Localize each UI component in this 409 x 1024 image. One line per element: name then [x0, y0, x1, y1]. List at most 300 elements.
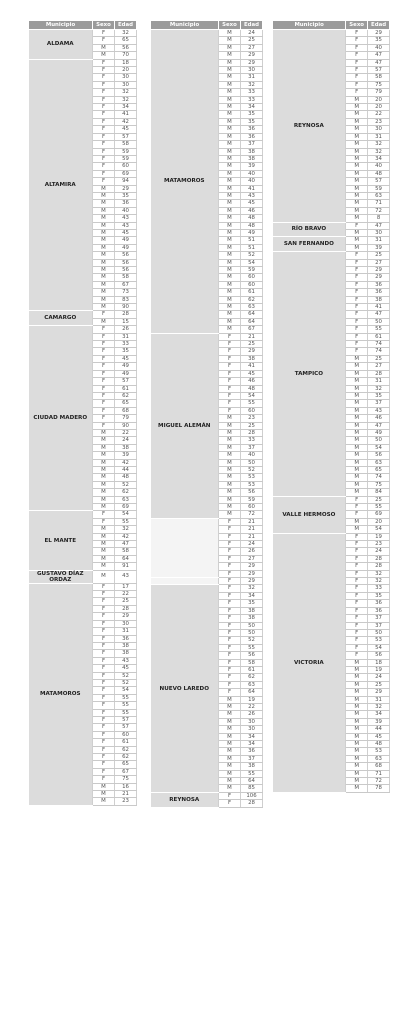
edad-cell: 60	[241, 407, 263, 414]
edad-cell: 22	[241, 703, 263, 710]
edad-cell: 33	[368, 585, 390, 592]
table-row	[29, 326, 137, 333]
edad-cell: 23	[368, 118, 390, 125]
edad-cell: 52	[241, 252, 263, 259]
sexo-cell: M	[219, 489, 241, 496]
edad-cell: 25	[368, 252, 390, 259]
edad-cell: 52	[115, 679, 137, 686]
sexo-cell: M	[346, 444, 368, 451]
sexo-cell: F	[346, 304, 368, 311]
municipio-cell: REYNOSA	[151, 792, 219, 807]
edad-cell: 37	[241, 141, 263, 148]
sexo-cell: M	[219, 59, 241, 66]
sexo-cell: M	[93, 496, 115, 503]
sexo-cell: M	[219, 207, 241, 214]
edad-cell: 34	[115, 104, 137, 111]
edad-cell: 56	[368, 452, 390, 459]
edad-cell: 31	[368, 237, 390, 244]
sexo-cell: F	[346, 637, 368, 644]
edad-cell: 41	[368, 304, 390, 311]
sexo-cell: M	[93, 207, 115, 214]
sexo-cell: M	[219, 267, 241, 274]
edad-cell: 27	[368, 363, 390, 370]
edad-cell: 36	[115, 200, 137, 207]
municipio-cell: MATAMOROS	[29, 583, 93, 805]
edad-cell: 67	[115, 281, 137, 288]
sexo-cell: M	[219, 696, 241, 703]
sexo-cell: F	[219, 341, 241, 348]
sexo-cell: F	[346, 252, 368, 259]
sexo-cell: F	[93, 598, 115, 605]
sexo-cell: M	[346, 674, 368, 681]
sexo-cell: F	[93, 761, 115, 768]
edad-cell: 32	[368, 578, 390, 585]
sexo-cell: M	[346, 378, 368, 385]
edad-cell: 64	[241, 318, 263, 325]
sexo-cell: F	[219, 400, 241, 407]
sexo-cell: M	[219, 703, 241, 710]
table-body	[29, 30, 137, 806]
edad-cell: 65	[115, 761, 137, 768]
edad-cell: 69	[115, 170, 137, 177]
edad-cell: 52	[241, 637, 263, 644]
sexo-cell: F	[93, 348, 115, 355]
edad-cell: 54	[368, 644, 390, 651]
sexo-cell: F	[219, 570, 241, 577]
sexo-cell: M	[219, 67, 241, 74]
sexo-cell: F	[346, 44, 368, 51]
edad-cell: 74	[368, 341, 390, 348]
edad-cell: 39	[115, 452, 137, 459]
edad-cell: 20	[368, 96, 390, 103]
sexo-cell: F	[93, 178, 115, 185]
edad-cell: 46	[241, 207, 263, 214]
edad-cell: 35	[368, 37, 390, 44]
sexo-cell: M	[219, 718, 241, 725]
sexo-cell: M	[346, 244, 368, 251]
edad-cell: 53	[368, 637, 390, 644]
sexo-cell: M	[346, 703, 368, 710]
edad-cell: 63	[368, 755, 390, 762]
municipio-cell: SAN FERNANDO	[273, 237, 346, 252]
sexo-cell: F	[93, 650, 115, 657]
edad-cell: 62	[115, 392, 137, 399]
sexo-cell: M	[93, 798, 115, 805]
edad-cell: 53	[368, 748, 390, 755]
sexo-cell: M	[346, 415, 368, 422]
edad-cell: 30	[115, 74, 137, 81]
edad-cell: 25	[241, 37, 263, 44]
edad-cell: 55	[241, 644, 263, 651]
sexo-cell: M	[346, 452, 368, 459]
sexo-cell: F	[346, 281, 368, 288]
edad-cell: 63	[368, 459, 390, 466]
sexo-cell: M	[346, 207, 368, 214]
edad-cell: 61	[368, 333, 390, 340]
edad-cell: 38	[368, 296, 390, 303]
edad-cell: 37	[241, 755, 263, 762]
sexo-cell: F	[93, 709, 115, 716]
edad-cell: 83	[115, 296, 137, 303]
sexo-cell: M	[219, 311, 241, 318]
edad-cell: 35	[241, 118, 263, 125]
municipio-cell: ALDAMA	[29, 30, 93, 60]
sexo-cell: M	[346, 192, 368, 199]
edad-cell: 58	[115, 141, 137, 148]
table-row	[273, 222, 390, 229]
sexo-cell: F	[219, 526, 241, 533]
sexo-cell: M	[219, 244, 241, 251]
edad-cell: 28	[241, 800, 263, 807]
table-body	[273, 30, 390, 793]
edad-cell: 55	[115, 694, 137, 701]
edad-cell: 55	[115, 518, 137, 525]
sexo-cell: F	[346, 59, 368, 66]
edad-cell: 69	[115, 504, 137, 511]
sexo-cell: F	[93, 635, 115, 642]
edad-cell: 56	[115, 252, 137, 259]
edad-cell: 54	[115, 687, 137, 694]
sexo-cell: M	[219, 170, 241, 177]
edad-cell: 36	[241, 748, 263, 755]
sexo-cell: M	[346, 666, 368, 673]
edad-cell: 36	[368, 607, 390, 614]
edad-cell: 36	[115, 635, 137, 642]
sexo-cell: F	[93, 642, 115, 649]
data-table	[150, 20, 263, 808]
sexo-cell: M	[93, 444, 115, 451]
edad-cell: 37	[368, 622, 390, 629]
sexo-cell: F	[219, 800, 241, 807]
municipio-cell	[151, 518, 219, 577]
sexo-cell: M	[93, 548, 115, 555]
edad-cell: 30	[368, 126, 390, 133]
sexo-cell: M	[346, 370, 368, 377]
sexo-cell: F	[346, 274, 368, 281]
edad-cell: 17	[115, 583, 137, 590]
edad-cell: 56	[115, 267, 137, 274]
sexo-cell: F	[219, 370, 241, 377]
edad-cell: 57	[115, 378, 137, 385]
sexo-cell: M	[219, 37, 241, 44]
sexo-cell: M	[346, 770, 368, 777]
sexo-cell: M	[93, 222, 115, 229]
edad-cell: 36	[241, 133, 263, 140]
edad-cell: 79	[368, 89, 390, 96]
municipio-cell: ALTAMIRA	[29, 59, 93, 311]
edad-cell: 30	[115, 81, 137, 88]
municipio-cell: CAMARGO	[29, 311, 93, 326]
sexo-cell: M	[219, 785, 241, 792]
sexo-cell: M	[219, 711, 241, 718]
table-row	[29, 311, 137, 318]
edad-cell: 49	[115, 244, 137, 251]
edad-cell: 36	[368, 600, 390, 607]
sexo-cell: M	[346, 155, 368, 162]
edad-cell: 43	[368, 407, 390, 414]
edad-cell: 19	[241, 696, 263, 703]
sexo-cell: M	[219, 274, 241, 281]
table-row	[273, 30, 390, 37]
edad-cell: 79	[115, 415, 137, 422]
edad-cell: 39	[241, 163, 263, 170]
edad-cell: 31	[368, 133, 390, 140]
edad-cell: 45	[241, 370, 263, 377]
sexo-cell: F	[93, 170, 115, 177]
sexo-cell: F	[346, 652, 368, 659]
edad-cell: 29	[241, 59, 263, 66]
sexo-cell: F	[93, 333, 115, 340]
edad-cell: 55	[115, 702, 137, 709]
municipio-cell: MATAMOROS	[151, 30, 219, 334]
edad-cell: 24	[368, 548, 390, 555]
sexo-cell: M	[346, 111, 368, 118]
edad-cell: 63	[241, 681, 263, 688]
sexo-cell: M	[219, 281, 241, 288]
sexo-cell: F	[93, 702, 115, 709]
sexo-cell: F	[219, 555, 241, 562]
municipio-cell: GUSTAVO DÍAZ ORDAZ	[29, 570, 93, 583]
edad-cell: 34	[368, 711, 390, 718]
edad-cell: 58	[115, 274, 137, 281]
sexo-cell: M	[346, 422, 368, 429]
edad-cell: 36	[368, 289, 390, 296]
sexo-cell: M	[346, 200, 368, 207]
sexo-cell: M	[346, 148, 368, 155]
edad-cell: 21	[241, 533, 263, 540]
edad-cell: 19	[368, 533, 390, 540]
sexo-cell: F	[219, 644, 241, 651]
sexo-cell: M	[219, 504, 241, 511]
edad-cell: 31	[115, 333, 137, 340]
sexo-cell: F	[93, 407, 115, 414]
sexo-cell: M	[346, 778, 368, 785]
edad-cell: 41	[241, 185, 263, 192]
edad-cell: 29	[368, 274, 390, 281]
sexo-cell: M	[93, 237, 115, 244]
edad-cell: 18	[368, 659, 390, 666]
sexo-cell: F	[93, 422, 115, 429]
sexo-cell: M	[219, 185, 241, 192]
edad-cell: 48	[115, 474, 137, 481]
edad-cell: 32	[115, 96, 137, 103]
sexo-cell: M	[346, 363, 368, 370]
sexo-cell: F	[219, 348, 241, 355]
sexo-cell: F	[346, 578, 368, 585]
edad-cell: 72	[241, 511, 263, 518]
edad-cell: 58	[115, 548, 137, 555]
edad-cell: 54	[115, 511, 137, 518]
sexo-cell: F	[219, 622, 241, 629]
edad-cell: 35	[241, 600, 263, 607]
sexo-cell: F	[346, 533, 368, 540]
edad-cell: 40	[241, 178, 263, 185]
edad-cell: 25	[241, 422, 263, 429]
sexo-cell: F	[93, 355, 115, 362]
sexo-cell: M	[346, 696, 368, 703]
edad-cell: 63	[241, 304, 263, 311]
sexo-cell: F	[93, 89, 115, 96]
sexo-cell: M	[346, 429, 368, 436]
sexo-cell: F	[219, 548, 241, 555]
edad-cell: 45	[241, 200, 263, 207]
municipio-cell	[151, 578, 219, 585]
edad-cell: 30	[241, 67, 263, 74]
edad-cell: 59	[115, 148, 137, 155]
sexo-cell: F	[93, 385, 115, 392]
edad-cell: 8	[368, 215, 390, 222]
edad-cell: 29	[115, 613, 137, 620]
sexo-cell: M	[93, 474, 115, 481]
sexo-cell: F	[93, 739, 115, 746]
edad-cell: 54	[368, 444, 390, 451]
sexo-cell: M	[219, 763, 241, 770]
sexo-cell: M	[219, 318, 241, 325]
sexo-cell: M	[346, 474, 368, 481]
edad-cell: 106	[241, 792, 263, 799]
edad-cell: 44	[368, 726, 390, 733]
sexo-cell: M	[219, 726, 241, 733]
table-row	[29, 511, 137, 518]
sexo-cell: F	[93, 511, 115, 518]
sexo-cell: M	[93, 541, 115, 548]
edad-cell: 51	[241, 244, 263, 251]
municipio-cell: NUEVO LAREDO	[151, 585, 219, 792]
sexo-cell: M	[346, 437, 368, 444]
edad-cell: 38	[241, 607, 263, 614]
sexo-cell: M	[219, 429, 241, 436]
edad-cell: 30	[241, 718, 263, 725]
edad-cell: 54	[241, 392, 263, 399]
edad-cell: 43	[115, 215, 137, 222]
sexo-cell: M	[93, 466, 115, 473]
sexo-cell: F	[93, 776, 115, 783]
sexo-cell: M	[219, 481, 241, 488]
header-municipio: Municipio	[151, 21, 219, 30]
edad-cell: 38	[115, 444, 137, 451]
sexo-cell: M	[93, 192, 115, 199]
edad-cell: 15	[115, 318, 137, 325]
sexo-cell: M	[219, 163, 241, 170]
edad-cell: 23	[368, 541, 390, 548]
sexo-cell: M	[219, 141, 241, 148]
table-row	[273, 533, 390, 540]
sexo-cell: M	[219, 259, 241, 266]
edad-cell: 62	[115, 489, 137, 496]
sexo-cell: F	[93, 665, 115, 672]
sexo-cell: F	[93, 111, 115, 118]
edad-cell: 38	[115, 642, 137, 649]
edad-cell: 45	[115, 126, 137, 133]
sexo-cell: F	[93, 415, 115, 422]
sexo-cell: F	[346, 222, 368, 229]
edad-cell: 43	[115, 222, 137, 229]
edad-cell: 64	[115, 555, 137, 562]
sexo-cell: F	[93, 104, 115, 111]
edad-cell: 28	[368, 563, 390, 570]
sexo-cell: M	[346, 141, 368, 148]
sexo-cell: F	[219, 533, 241, 540]
edad-cell: 64	[241, 311, 263, 318]
header-sexo: Sexo	[93, 21, 115, 30]
sexo-cell: F	[93, 81, 115, 88]
edad-cell: 25	[368, 355, 390, 362]
sexo-cell: M	[219, 778, 241, 785]
edad-cell: 40	[241, 452, 263, 459]
edad-cell: 63	[115, 496, 137, 503]
sexo-cell: F	[219, 585, 241, 592]
sexo-cell: M	[346, 215, 368, 222]
sexo-cell: M	[346, 392, 368, 399]
sexo-cell: M	[346, 185, 368, 192]
edad-cell: 41	[115, 111, 137, 118]
sexo-cell: M	[346, 726, 368, 733]
edad-cell: 48	[368, 170, 390, 177]
sexo-cell: M	[219, 304, 241, 311]
edad-cell: 43	[241, 192, 263, 199]
sexo-cell: M	[219, 133, 241, 140]
edad-cell: 32	[241, 585, 263, 592]
sexo-cell: F	[93, 679, 115, 686]
edad-cell: 53	[241, 474, 263, 481]
edad-cell: 60	[115, 163, 137, 170]
sexo-cell: M	[219, 96, 241, 103]
sexo-cell: M	[219, 192, 241, 199]
sexo-cell: M	[346, 748, 368, 755]
sexo-cell: F	[219, 378, 241, 385]
edad-cell: 30	[115, 620, 137, 627]
sexo-cell: F	[346, 600, 368, 607]
edad-cell: 75	[368, 81, 390, 88]
sexo-cell: F	[219, 666, 241, 673]
edad-cell: 90	[115, 304, 137, 311]
edad-cell: 28	[241, 429, 263, 436]
sexo-cell: F	[346, 259, 368, 266]
sexo-cell: M	[93, 281, 115, 288]
sexo-cell: M	[93, 429, 115, 436]
edad-cell: 38	[241, 763, 263, 770]
edad-cell: 46	[241, 378, 263, 385]
sexo-cell: M	[93, 259, 115, 266]
sexo-cell: F	[93, 605, 115, 612]
table-column-1	[28, 20, 137, 806]
sexo-cell: F	[93, 768, 115, 775]
sexo-cell: F	[93, 591, 115, 598]
sexo-cell: M	[93, 563, 115, 570]
sexo-cell: M	[219, 459, 241, 466]
sexo-cell: F	[219, 578, 241, 585]
sexo-cell: M	[346, 718, 368, 725]
sexo-cell: F	[93, 731, 115, 738]
edad-cell: 37	[368, 400, 390, 407]
sexo-cell: F	[346, 541, 368, 548]
edad-cell: 55	[241, 770, 263, 777]
sexo-cell: M	[219, 89, 241, 96]
table-row	[29, 59, 137, 66]
sexo-cell: F	[346, 267, 368, 274]
sexo-cell: F	[346, 318, 368, 325]
edad-cell: 60	[241, 274, 263, 281]
sexo-cell: M	[219, 126, 241, 133]
edad-cell: 28	[368, 370, 390, 377]
edad-cell: 38	[241, 615, 263, 622]
sexo-cell: M	[346, 104, 368, 111]
edad-cell: 73	[115, 289, 137, 296]
edad-cell: 47	[368, 52, 390, 59]
edad-cell: 57	[115, 133, 137, 140]
edad-cell: 67	[115, 768, 137, 775]
sexo-cell: M	[93, 200, 115, 207]
